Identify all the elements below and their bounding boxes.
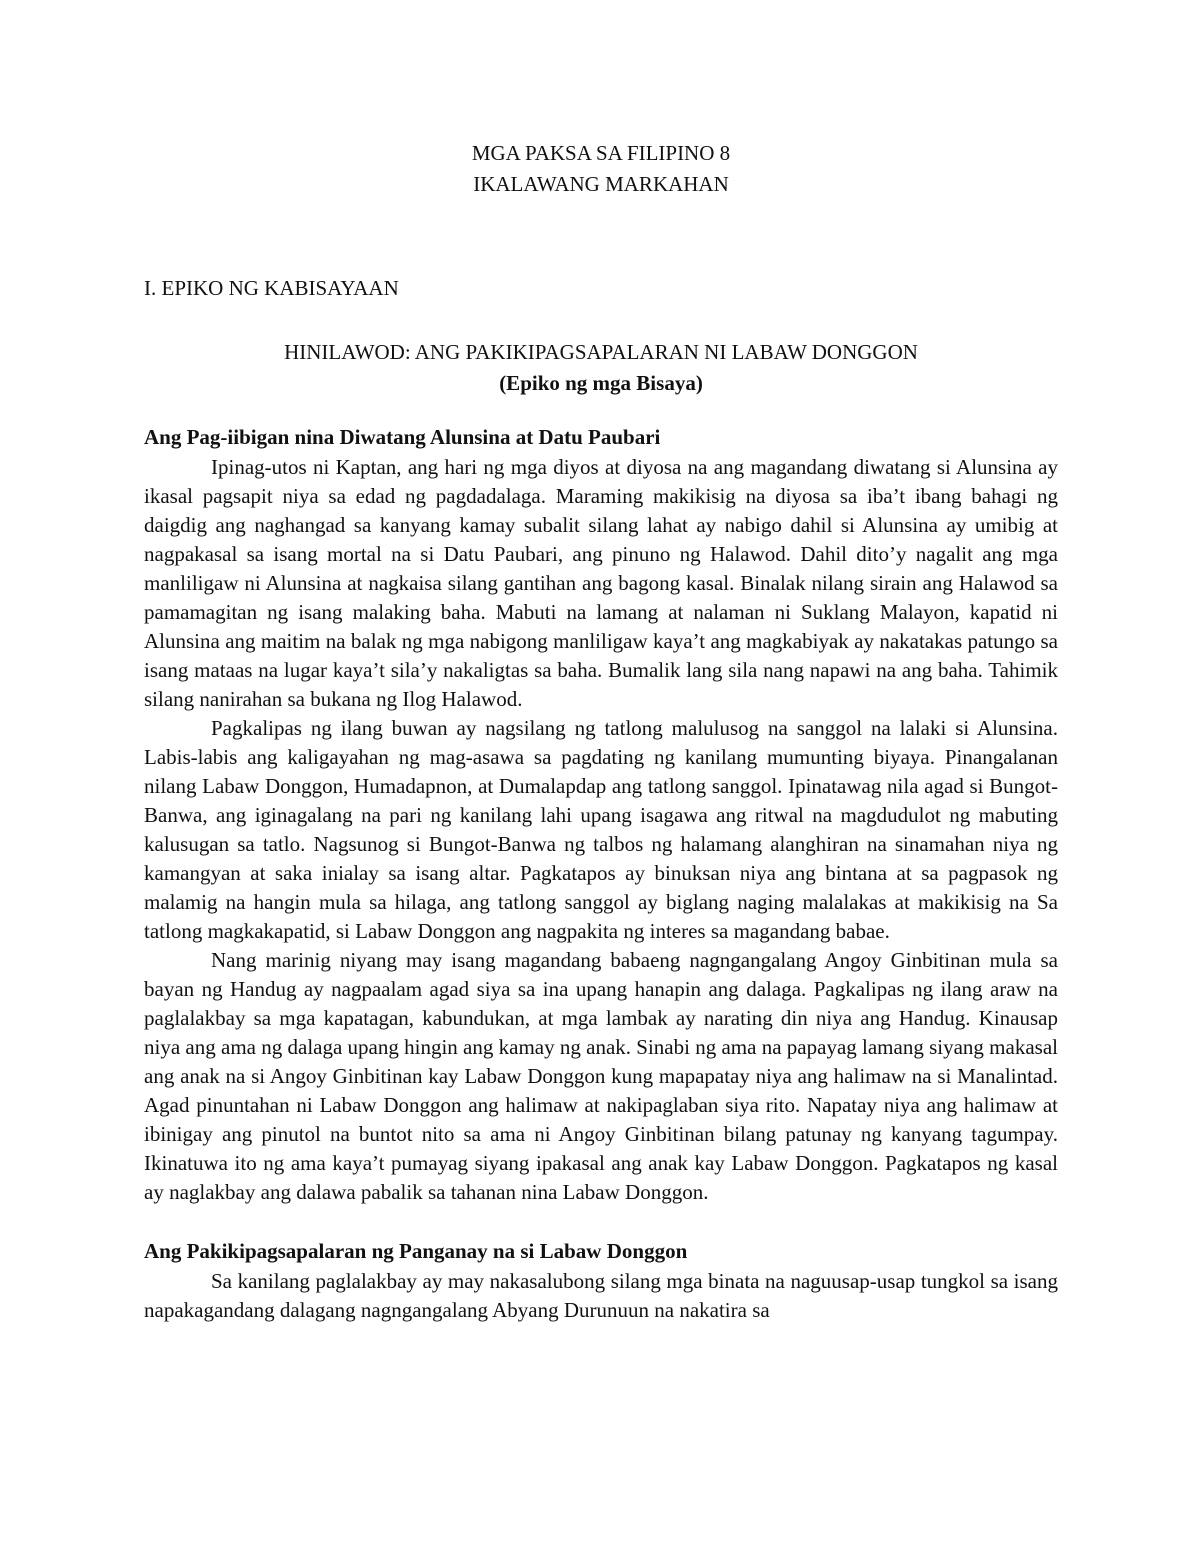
epic-title: HINILAWOD: ANG PAKIKIPAGSAPALARAN NI LABAW DONGGON bbox=[284, 340, 918, 364]
section-heading: I. EPIKO NG KABISAYAAN bbox=[144, 276, 399, 300]
paragraph-4: Sa kanilang paglalakbay ay may nakasalubong silang mga binata na naguusap-usap tungkol sa isang napakagandang dalagang nagngangalang Abyang Durunuun na nakatira sa bbox=[144, 1269, 1058, 1322]
document-title-line-1: MGA PAKSA SA FILIPINO 8 bbox=[471, 141, 731, 165]
paragraph-3: Nang marinig niyang may isang magandang babaeng nagngangalang Angoy Ginbitinan mula sa bayan ng Handug ay nagpaalam agad siya sa ina upang hanapin ang dalaga. Pagkalipas ng ilang araw na paglalakbay sa mga kapatagan, kabundukan, at mga lambak ay narating din niya ang Handug. Kinausap niya ang ama ng dalaga upang hingin ang kamay ng anak. Sinabi ng ama na papayag lamang siyang makasal ang anak na si Angoy Ginbitinan kay Labaw Donggon kung mapapatay niya ang halimaw na si Manalintad. Agad pinuntahan ni Labaw Donggon ang halimaw at nakipaglaban siya rito. Napatay niya ang halimaw at ibinigay ang pinutol na buntot nito sa ama ni Angoy Ginbitinan bilang patunay ng kanyang tagumpay. Ikinatuwa ito ng ama kaya’t pumayag siyang ipakasal ang anak kay Labaw Donggon. Pagkatapos ng kasal ay naglakbay ang dalawa pabalik sa tahanan nina Labaw Donggon. bbox=[144, 948, 1058, 1204]
subsection-heading-1: Ang Pag-iibigan nina Diwatang Alunsina at Datu Paubari bbox=[144, 425, 661, 449]
document-title-line-2: IKALAWANG MARKAHAN bbox=[473, 172, 729, 196]
subsection-heading-2: Ang Pakikipagsapalaran ng Panganay na si Labaw Donggon bbox=[144, 1239, 688, 1263]
epic-subtitle: (Epiko ng mga Bisaya) bbox=[499, 371, 703, 395]
document-body bbox=[144, 138, 1058, 1325]
paragraph-2: Pagkalipas ng ilang buwan ay nagsilang ng tatlong malulusog na sanggol na lalaki si Alunsina. Labis-labis ang kaligayahan ng mag-asawa sa pagdating ng kanilang mumunting biyaya. Pinangalanan nilang Labaw Donggon, Humadapnon, at Dumalapdap ang tatlong sanggol. Ipinatawag nila agad si Bungot-Banwa, ang iginagalang na pari ng kanilang lahi upang isagawa ang ritwal na magdudulot ng mabuting kalusugan sa tatlo. Nagsunog si Bungot-Banwa ng talbos ng halamang alanghiran na sinamahan niya ng kamangyan at saka inialay sa isang altar. Pagkatapos ay binuksan niya ang bintana at sa pagpasok ng malamig na hangin mula sa hilaga, ang tatlong sanggol ay biglang naging malalakas at makikisig na Sa tatlong magkakapatid, si Labaw Donggon ang nagpakita ng interes sa magandang babae. bbox=[144, 716, 1058, 943]
paragraph-1: Ipinag-utos ni Kaptan, ang hari ng mga diyos at diyosa na ang magandang diwatang si Alunsina ay ikasal pagsapit niya sa edad ng pagdadalaga. Maraming makikisig na diyosa sa iba’t ibang bahagi ng daigdig ang naghangad sa kanyang kamay subalit silang lahat ay nabigo dahil si Alunsina ay umibig at nagpakasal sa isang mortal na si Datu Paubari, ang pinuno ng Halawod. Dahil dito’y nagalit ang mga manliligaw ni Alunsina at nagkaisa silang gantihan ang bagong kasal. Binalak nilang sirain ang Halawod sa pamamagitan ng isang malaking baha. Mabuti na lamang at nalaman ni Suklang Malayon, kapatid ni Alunsina ang maitim na balak ng mga nabigong manliligaw kaya’t ang magkabiyak ay nakatakas patungo sa isang mataas na lugar kaya’t sila’y nakaligtas sa baha. Bumalik lang sila nang napawi na ang baha. Tahimik silang nanirahan sa bukana ng Ilog Halawod. bbox=[144, 455, 1058, 711]
